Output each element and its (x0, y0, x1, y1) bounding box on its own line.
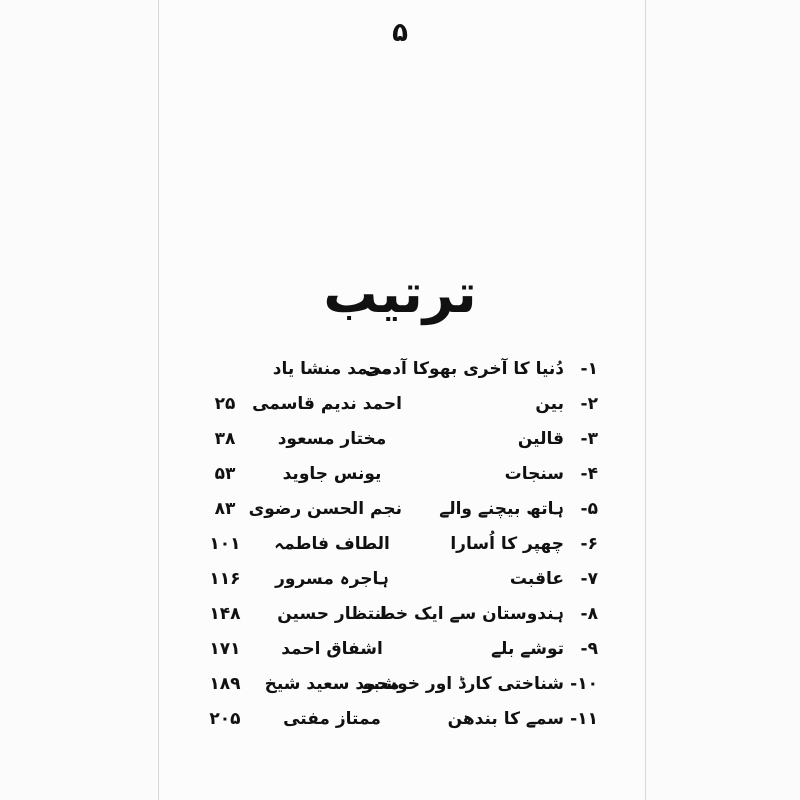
toc-row (200, 667, 598, 702)
toc-author: نجم الحسن رضوی (248, 499, 402, 519)
toc-row (200, 352, 598, 387)
toc-story-title: چھپر کا اُسارا (450, 534, 564, 554)
toc-author: محمد سعید شیخ (264, 674, 400, 694)
toc-story-title: عاقبت (509, 569, 564, 589)
toc-story-title: بین (535, 394, 564, 414)
toc-page-number: ۱۰۱ (209, 534, 241, 554)
toc-row (200, 562, 598, 597)
toc-row (200, 457, 598, 492)
toc-page-number: ۱۴۸ (209, 604, 241, 624)
toc-page-number: ۲۵ (214, 394, 236, 414)
toc-number: ۹- (580, 639, 598, 659)
toc-author: الطاف فاطمہ (274, 534, 390, 554)
toc-page-number: ۱۷۱ (209, 639, 241, 659)
toc-story-title: سنجات (504, 464, 564, 484)
toc-author: احمد ندیم قاسمی (252, 394, 402, 414)
toc-page-number: ۸۳ (214, 499, 236, 519)
toc-number: ۵- (580, 499, 598, 519)
toc-author: یونس جاوید (282, 464, 382, 484)
toc-row (200, 702, 598, 737)
toc-author: محمد منشا یاد (272, 359, 392, 379)
toc-story-title: قالین (517, 429, 564, 449)
toc-number: ۱۱- (570, 709, 598, 729)
toc-row (200, 492, 598, 527)
toc-page-number: ۱۱۶ (209, 569, 241, 589)
toc-number: ۲- (580, 394, 598, 414)
toc-row (200, 632, 598, 667)
page-number: ۵ (392, 18, 408, 48)
toc-row (200, 422, 598, 457)
toc-story-title: توشے بلے (491, 639, 564, 659)
toc-row (200, 387, 598, 422)
toc-number: ۷- (580, 569, 598, 589)
toc-list (200, 352, 598, 737)
toc-number: ۱- (580, 359, 598, 379)
toc-page-number: ۲۰۵ (209, 709, 241, 729)
toc-author: اشفاق احمد (281, 639, 383, 659)
toc-number: ۱۰- (570, 674, 598, 694)
toc-author: مختار مسعود (277, 429, 387, 449)
toc-number: ۴- (580, 464, 598, 484)
toc-story-title: شناختی کارڈ اور خوشبو (362, 674, 564, 694)
toc-page-number: ۱۸۹ (209, 674, 241, 694)
toc-row (200, 527, 598, 562)
toc-number: ۶- (580, 534, 598, 554)
toc-author: انتظار حسین (277, 604, 387, 624)
toc-story-title: دُنیا کا آخری بھوکا آدمی (364, 359, 564, 379)
toc-title: ترتیب (323, 262, 477, 325)
toc-author: ہاجرہ مسرور (275, 569, 389, 589)
toc-story-title: ہاتھ بیچنے والے (439, 499, 564, 519)
toc-author: ممتاز مفتی (283, 709, 381, 729)
toc-story-title: سمے کا بندھن (447, 709, 564, 729)
toc-number: ۸- (580, 604, 598, 624)
toc-page-number: ۳۸ (214, 429, 236, 449)
toc-number: ۳- (580, 429, 598, 449)
toc-page-number: ۵۳ (214, 464, 236, 484)
toc-story-title: ہندوستان سے ایک خط (377, 604, 564, 624)
toc-row (200, 597, 598, 632)
